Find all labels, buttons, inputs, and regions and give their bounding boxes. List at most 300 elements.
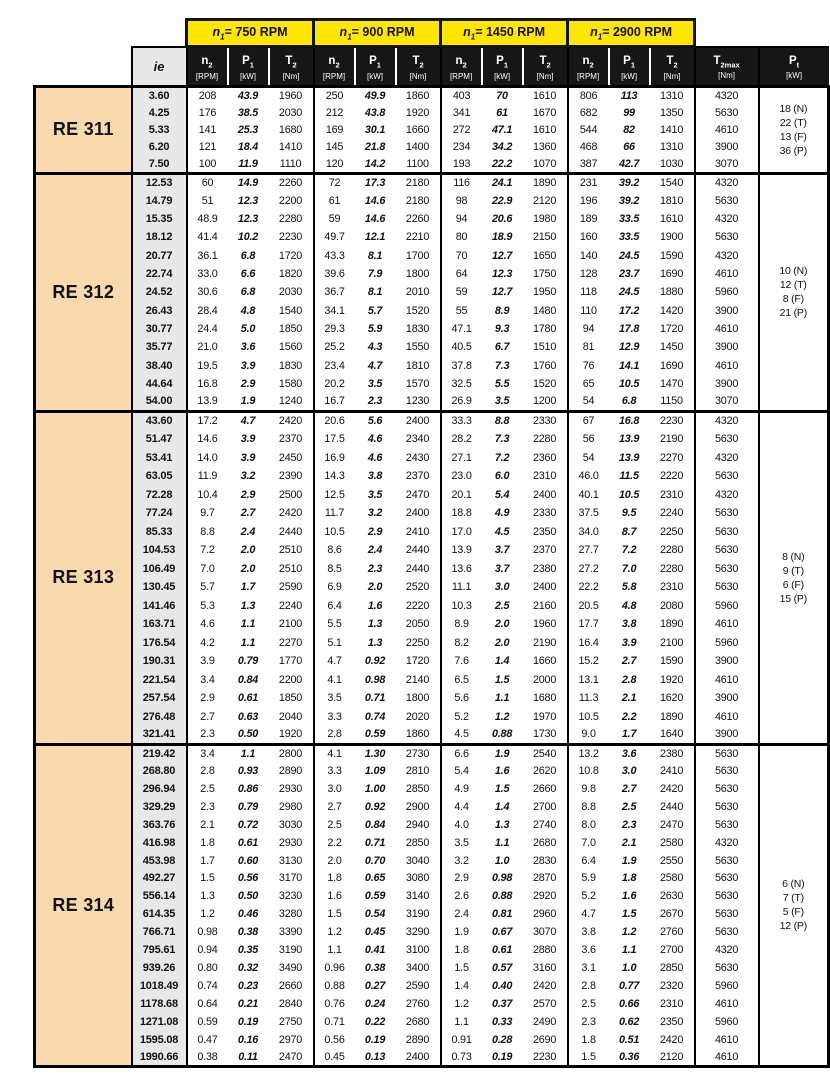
table-row	[35, 192, 829, 210]
t2-cell: 1410	[659, 123, 684, 136]
column-header: $T_2$ [Nm]	[396, 47, 441, 87]
p1-cell: 0.71	[364, 692, 386, 705]
table-row	[35, 780, 829, 798]
t2-cell: 1730	[532, 728, 557, 741]
n2-cell: 60	[187, 173, 228, 191]
ie-cell: 163.71	[132, 615, 187, 634]
t2max-cell: 5630	[695, 959, 759, 977]
n2-cell: 231	[568, 173, 609, 191]
p1-cell: 0.22	[364, 1015, 386, 1028]
column-header: $n_2$ [RPM]	[441, 47, 482, 87]
speed-group-header: $n_1= 750$ RPM	[187, 20, 314, 47]
p1-cell: 6.7	[494, 341, 510, 354]
t2-cell: 2250	[405, 636, 430, 649]
section-re-312	[35, 173, 829, 411]
t2-cell: 2580	[659, 872, 684, 885]
n2-cell: 1.8	[187, 834, 228, 852]
n2-cell: 234	[441, 139, 482, 156]
t2max-cell: 5630	[695, 798, 759, 816]
n2-cell: 21.0	[187, 338, 228, 356]
p1-cell: 4.6	[367, 451, 383, 464]
p1-cell: 1.0	[621, 961, 637, 974]
p1-cell: 2.0	[494, 618, 510, 631]
column-header: $n_2$ [RPM]	[568, 47, 609, 87]
t2-cell: 2120	[532, 194, 557, 207]
n2-cell: 145	[314, 139, 355, 156]
t2max-cell: 5630	[695, 430, 759, 449]
n2-cell: 2.8	[314, 726, 355, 745]
table-row	[35, 941, 829, 959]
n2-cell: 13.2	[568, 744, 609, 762]
n2-cell: 1.8	[568, 1031, 609, 1049]
p1-cell: 2.9	[240, 377, 256, 390]
p1-cell: 4.6	[367, 433, 383, 446]
n2-cell: 8.2	[441, 633, 482, 652]
n2-cell: 72	[314, 173, 355, 191]
column-header: $n_2$ [RPM]	[314, 47, 355, 87]
p1-cell: 14.2	[364, 158, 386, 170]
t2max-cell: 5630	[695, 541, 759, 560]
t2max-cell: 5630	[695, 467, 759, 486]
n2-cell: 76	[568, 356, 609, 374]
p1-cell: 0.61	[237, 692, 259, 705]
n2-cell: 2.1	[187, 816, 228, 834]
t2-cell: 2080	[659, 599, 684, 612]
n2-cell: 19.5	[187, 356, 228, 374]
p1-cell: 0.86	[237, 783, 259, 796]
p1-cell: 99	[623, 106, 635, 119]
p1-cell: 14.9	[237, 177, 259, 190]
n2-cell: 2.7	[187, 707, 228, 726]
t2max-cell: 5630	[695, 905, 759, 923]
p1-cell: 49.9	[364, 89, 386, 102]
t2-cell: 1800	[405, 692, 430, 705]
n2-cell: 1.1	[314, 941, 355, 959]
p1-cell: 1.5	[621, 908, 637, 921]
n2-cell: 40.5	[441, 338, 482, 356]
p1-cell: 3.7	[494, 562, 510, 575]
p1-cell: 1.1	[494, 836, 510, 849]
p1-cell: 1.6	[367, 599, 383, 612]
t2-cell: 2430	[405, 451, 430, 464]
n2-cell: 16.4	[568, 633, 609, 652]
table-row	[35, 816, 829, 834]
model-cell: RE 312	[35, 173, 132, 411]
gear-ratings-table	[33, 18, 830, 1068]
n2-cell: 0.80	[187, 959, 228, 977]
t2max-cell: 4610	[695, 615, 759, 634]
p1-cell: 0.45	[364, 926, 386, 939]
t2-cell: 1970	[532, 710, 557, 723]
t2-cell: 2470	[659, 818, 684, 831]
t2-cell: 2680	[405, 1015, 430, 1028]
t2max-cell: 5960	[695, 977, 759, 995]
p1-cell: 6.8	[240, 249, 256, 262]
t2-cell: 2270	[278, 636, 303, 649]
n2-cell: 56	[568, 430, 609, 449]
t2-cell: 3080	[405, 872, 430, 885]
t2max-column-header: $T_{2max}$ [Nm]	[695, 47, 759, 87]
t2-cell: 1360	[532, 141, 557, 154]
n2-cell: 10.5	[314, 522, 355, 541]
n2-cell: 17.7	[568, 615, 609, 634]
table-row	[35, 541, 829, 560]
t2max-cell: 5630	[695, 870, 759, 888]
ie-cell: 24.52	[132, 283, 187, 301]
t2max-cell: 4610	[695, 995, 759, 1013]
ie-cell: 321.41	[132, 726, 187, 745]
p1-cell: 0.57	[491, 961, 513, 974]
t2-cell: 1760	[532, 359, 557, 372]
n2-cell: 3.2	[441, 852, 482, 870]
n2-cell: 118	[568, 283, 609, 301]
n2-cell: 4.1	[314, 670, 355, 689]
n2-cell: 682	[568, 104, 609, 121]
t2-cell: 2180	[405, 177, 430, 190]
n2-cell: 43.3	[314, 247, 355, 265]
n2-cell: 3.4	[187, 670, 228, 689]
t2-cell: 2630	[659, 890, 684, 903]
t2-cell: 1810	[659, 194, 684, 207]
n2-cell: 13.9	[441, 541, 482, 560]
n2-cell: 30.6	[187, 283, 228, 301]
t2-cell: 1920	[659, 673, 684, 686]
t2-cell: 3290	[405, 926, 430, 939]
table-row	[35, 834, 829, 852]
n2-cell: 8.8	[568, 798, 609, 816]
t2-cell: 1920	[278, 728, 303, 741]
n2-cell: 15.2	[568, 652, 609, 671]
t2-cell: 2760	[659, 926, 684, 939]
t2max-cell: 5630	[695, 522, 759, 541]
n2-cell: 193	[441, 156, 482, 173]
n2-cell: 20.6	[314, 411, 355, 430]
n2-cell: 1.5	[187, 870, 228, 888]
t2-cell: 2620	[532, 765, 557, 778]
p1-cell: 0.23	[237, 979, 259, 992]
p1-cell: 0.21	[237, 997, 259, 1010]
t2-cell: 1230	[405, 395, 430, 408]
t2max-cell: 4610	[695, 356, 759, 374]
ie-cell: 85.33	[132, 522, 187, 541]
p1-cell: 2.3	[621, 818, 637, 831]
n2-cell: 2.3	[187, 798, 228, 816]
t2-cell: 3130	[278, 854, 303, 867]
table-row	[35, 905, 829, 923]
t2-cell: 1540	[278, 304, 303, 317]
p1-cell: 8.8	[494, 415, 510, 428]
t2-cell: 2260	[405, 213, 430, 226]
t2-cell: 1830	[405, 322, 430, 335]
p1-cell: 3.0	[494, 581, 510, 594]
t2max-cell: 3900	[695, 652, 759, 671]
table-row	[35, 104, 829, 121]
p1-cell: 0.67	[491, 926, 513, 939]
t2max-cell: 4610	[695, 1048, 759, 1066]
p1-cell: 12.7	[491, 249, 513, 262]
t2-cell: 1410	[278, 141, 303, 154]
t2-cell: 2250	[659, 525, 684, 538]
t2-cell: 2420	[278, 507, 303, 520]
ie-cell: 130.45	[132, 578, 187, 597]
ie-cell: 219.42	[132, 744, 187, 762]
p1-cell: 0.84	[237, 673, 259, 686]
t2-cell: 1420	[659, 304, 684, 317]
p1-cell: 3.7	[494, 544, 510, 557]
pt-cell: 6 (N) 7 (T) 5 (F) 12 (P)	[759, 744, 829, 1066]
n2-cell: 1.8	[314, 870, 355, 888]
n2-cell: 11.1	[441, 578, 482, 597]
n2-cell: 20.2	[314, 375, 355, 393]
t2max-cell: 4610	[695, 707, 759, 726]
blank-cell	[695, 20, 759, 47]
t2-cell: 2050	[405, 618, 430, 631]
n2-cell: 51	[187, 192, 228, 210]
n2-cell: 3.3	[314, 762, 355, 780]
ie-cell: 6.20	[132, 139, 187, 156]
t2-cell: 2500	[278, 488, 303, 501]
p1-cell: 0.46	[237, 908, 259, 921]
n2-cell: 3.5	[441, 834, 482, 852]
p1-cell: 6.6	[240, 268, 256, 281]
t2-cell: 2400	[532, 488, 557, 501]
t2-cell: 2020	[405, 710, 430, 723]
t2-cell: 2890	[405, 1033, 430, 1046]
p1-cell: 25.3	[237, 123, 259, 136]
n2-cell: 1.2	[441, 995, 482, 1013]
n2-cell: 212	[314, 104, 355, 121]
n2-cell: 34.1	[314, 302, 355, 320]
p1-cell: 3.6	[240, 341, 256, 354]
n2-cell: 5.1	[314, 633, 355, 652]
n2-cell: 25.2	[314, 338, 355, 356]
ie-cell: 363.76	[132, 816, 187, 834]
t2-cell: 2310	[659, 581, 684, 594]
n2-cell: 0.47	[187, 1031, 228, 1049]
t2max-cell: 3900	[695, 689, 759, 708]
n2-cell: 40.1	[568, 485, 609, 504]
n2-cell: 11.3	[568, 689, 609, 708]
t2-cell: 1400	[405, 141, 430, 154]
model-cell: RE 313	[35, 411, 132, 744]
t2-cell: 2370	[532, 544, 557, 557]
table-row	[35, 265, 829, 283]
table-row	[35, 430, 829, 449]
p1-cell: 2.8	[621, 673, 637, 686]
p1-cell: 1.5	[494, 673, 510, 686]
n2-cell: 8.6	[314, 541, 355, 560]
n2-cell: 544	[568, 121, 609, 138]
t2-cell: 1680	[532, 692, 557, 705]
n2-cell: 55	[441, 302, 482, 320]
ie-cell: 1990.66	[132, 1048, 187, 1066]
table-header	[35, 20, 829, 87]
n2-cell: 116	[441, 173, 482, 191]
n2-cell: 32.5	[441, 375, 482, 393]
table-row	[35, 923, 829, 941]
p1-cell: 1.9	[494, 748, 510, 760]
p1-cell: 0.28	[491, 1033, 513, 1046]
t2-cell: 2740	[532, 818, 557, 831]
table-row	[35, 1031, 829, 1049]
p1-cell: 0.88	[491, 728, 513, 741]
ie-cell: 1271.08	[132, 1013, 187, 1031]
t2-cell: 1960	[532, 618, 557, 631]
p1-cell: 2.5	[494, 599, 510, 612]
table-row	[35, 578, 829, 597]
t2-cell: 2870	[532, 872, 557, 885]
n2-cell: 5.2	[568, 887, 609, 905]
p1-cell: 0.54	[364, 908, 386, 921]
t2-cell: 2470	[405, 488, 430, 501]
n2-cell: 17.2	[187, 411, 228, 430]
p1-cell: 0.51	[618, 1033, 640, 1046]
p1-cell: 3.2	[240, 470, 256, 483]
n2-cell: 2.3	[568, 1013, 609, 1031]
t2-cell: 1310	[659, 141, 684, 154]
t2-cell: 2280	[532, 433, 557, 446]
p1-cell: 0.61	[237, 836, 259, 849]
table-row	[35, 615, 829, 634]
n2-cell: 2.9	[187, 689, 228, 708]
p1-cell: 0.88	[491, 890, 513, 903]
n2-cell: 6.6	[441, 744, 482, 762]
p1-cell: 1.8	[621, 872, 637, 885]
p1-cell: 1.00	[364, 783, 386, 796]
p1-cell: 0.63	[237, 710, 259, 723]
t2-cell: 1550	[405, 341, 430, 354]
ie-cell: 54.00	[132, 393, 187, 411]
table-row	[35, 870, 829, 888]
t2max-cell: 3900	[695, 726, 759, 745]
p1-cell: 14.1	[618, 359, 640, 372]
n2-cell: 2.8	[187, 762, 228, 780]
t2-cell: 1720	[278, 249, 303, 262]
n2-cell: 4.5	[441, 726, 482, 745]
t2max-cell: 4320	[695, 941, 759, 959]
p1-cell: 12.3	[237, 194, 259, 207]
t2-cell: 2100	[659, 636, 684, 649]
t2max-cell: 5630	[695, 816, 759, 834]
t2-cell: 2140	[405, 673, 430, 686]
n2-cell: 2.4	[441, 905, 482, 923]
ie-cell: 7.50	[132, 156, 187, 173]
table-row	[35, 139, 829, 156]
t2-cell: 1980	[532, 213, 557, 226]
t2-cell: 2240	[659, 507, 684, 520]
speed-group-header: $n_1= 1450$ RPM	[441, 20, 568, 47]
n2-cell: 272	[441, 121, 482, 138]
t2-cell: 1720	[659, 322, 684, 335]
ie-cell: 141.46	[132, 596, 187, 615]
t2-cell: 2200	[278, 194, 303, 207]
p1-cell: 33.5	[618, 231, 640, 244]
t2-cell: 2420	[659, 1033, 684, 1046]
t2-cell: 2150	[532, 231, 557, 244]
t2-cell: 2930	[278, 836, 303, 849]
ie-cell: 3.60	[132, 87, 187, 104]
n2-cell: 5.2	[441, 707, 482, 726]
t2-cell: 3490	[278, 961, 303, 974]
t2-cell: 2220	[659, 470, 684, 483]
n2-cell: 1.4	[441, 977, 482, 995]
n2-cell: 9.0	[568, 726, 609, 745]
ie-cell: 296.94	[132, 780, 187, 798]
p1-cell: 20.6	[491, 213, 513, 226]
p1-cell: 17.3	[364, 177, 386, 190]
n2-cell: 34.0	[568, 522, 609, 541]
n2-cell: 13.6	[441, 559, 482, 578]
n2-cell: 0.45	[314, 1048, 355, 1066]
n2-cell: 0.91	[441, 1031, 482, 1049]
p1-cell: 24.5	[618, 286, 640, 299]
ie-cell: 939.26	[132, 959, 187, 977]
p1-cell: 4.9	[494, 507, 510, 520]
n2-cell: 17.0	[441, 522, 482, 541]
n2-cell: 196	[568, 192, 609, 210]
p1-cell: 1.6	[494, 765, 510, 778]
n2-cell: 33.3	[441, 411, 482, 430]
ie-cell: 492.27	[132, 870, 187, 888]
ie-cell: 1595.08	[132, 1031, 187, 1049]
n2-cell: 4.0	[441, 816, 482, 834]
p1-cell: 0.61	[491, 944, 513, 957]
t2max-cell: 4320	[695, 411, 759, 430]
p1-cell: 7.3	[494, 359, 510, 372]
table-row	[35, 726, 829, 745]
t2max-cell: 5630	[695, 852, 759, 870]
t2-cell: 2830	[532, 854, 557, 867]
t2max-cell: 3900	[695, 302, 759, 320]
p1-cell: 3.9	[621, 636, 637, 649]
t2-cell: 2380	[659, 748, 684, 760]
t2-cell: 2850	[405, 836, 430, 849]
n2-cell: 5.7	[187, 578, 228, 597]
p1-cell: 2.1	[621, 692, 637, 705]
t2max-cell: 5630	[695, 744, 759, 762]
p1-cell: 33.5	[618, 213, 640, 226]
t2-cell: 2810	[405, 765, 430, 778]
p1-cell: 1.1	[621, 944, 637, 957]
t2-cell: 1890	[659, 710, 684, 723]
t2-cell: 2440	[659, 800, 684, 813]
ie-cell: 14.79	[132, 192, 187, 210]
table-row	[35, 356, 829, 374]
ie-cell: 190.31	[132, 652, 187, 671]
n2-cell: 94	[568, 320, 609, 338]
t2max-cell: 4320	[695, 485, 759, 504]
n2-cell: 1.5	[568, 1048, 609, 1066]
p1-cell: 2.0	[240, 562, 256, 575]
n2-cell: 100	[187, 156, 228, 173]
p1-cell: 3.9	[240, 433, 256, 446]
t2-cell: 1800	[405, 268, 430, 281]
t2-cell: 2350	[532, 525, 557, 538]
n2-cell: 2.3	[187, 726, 228, 745]
t2-cell: 2270	[659, 451, 684, 464]
n2-cell: 18.8	[441, 504, 482, 523]
n2-cell: 16.7	[314, 393, 355, 411]
table-row	[35, 522, 829, 541]
n2-cell: 4.7	[568, 905, 609, 923]
n2-cell: 2.5	[314, 816, 355, 834]
t2max-cell: 5630	[695, 559, 759, 578]
t2max-cell: 4320	[695, 834, 759, 852]
ie-cell: 72.28	[132, 485, 187, 504]
table-row	[35, 283, 829, 301]
n2-cell: 22.2	[568, 578, 609, 597]
n2-cell: 39.6	[314, 265, 355, 283]
